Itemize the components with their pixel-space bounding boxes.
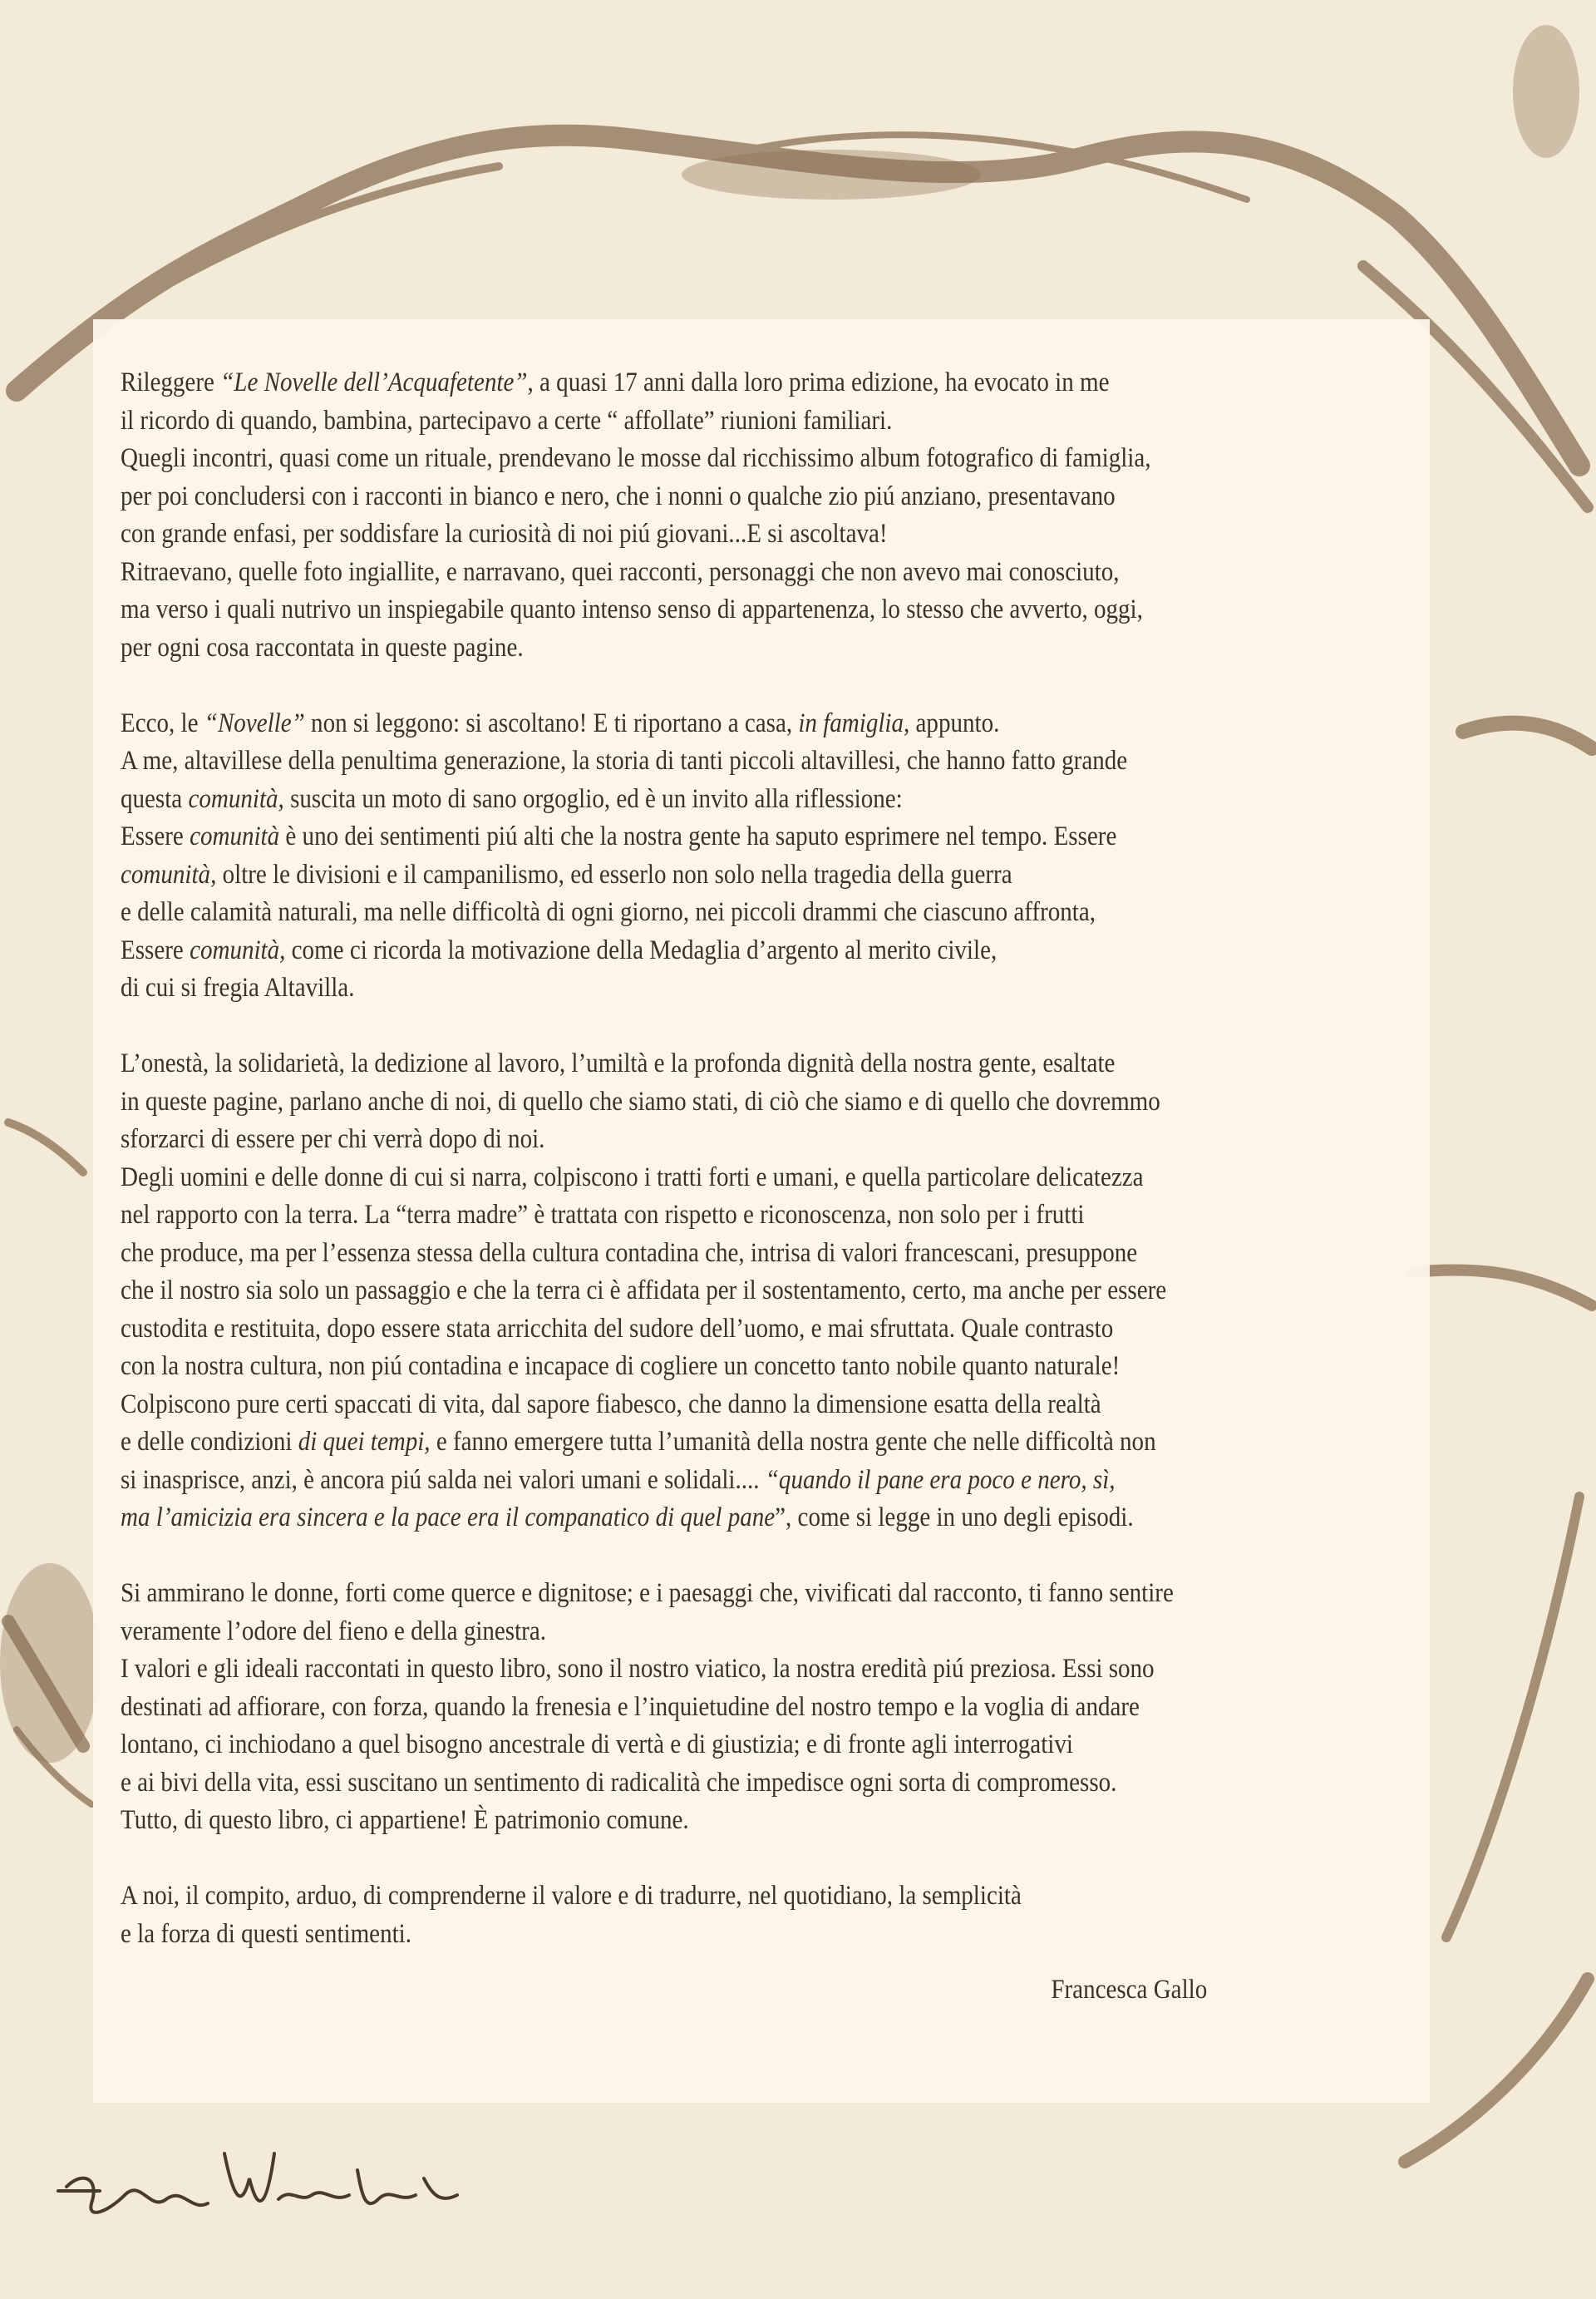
text-segment: Ecco, le	[121, 708, 204, 738]
text-segment: custodita e restituita, dopo essere stata arricchita del sudore dell’uomo, e mai sfruttata. Quale contrasto	[121, 1313, 1114, 1344]
text-segment: sforzarci di essere per chi verrà dopo di noi.	[121, 1124, 545, 1154]
text-segment: nel rapporto con la terra. La “terra madre” è trattata con rispetto e riconoscenza, non solo per i frutti	[121, 1200, 1085, 1230]
handwritten-signature	[50, 2120, 482, 2245]
italic-segment: comunità	[190, 821, 280, 851]
text-line	[121, 629, 1276, 668]
text-line	[121, 591, 1276, 629]
italic-segment: “Novelle”	[204, 708, 305, 738]
text-segment: e ai bivi della vita, essi suscitano un sentimento di radicalità che impedisce ogni sorta di compromesso.	[121, 1767, 1117, 1798]
text-line	[121, 781, 1276, 819]
text-line	[121, 1235, 1276, 1273]
text-line	[121, 1613, 1276, 1651]
text-segment: e delle calamità naturali, ma nelle difficoltà di ogni giorno, nei piccoli drammi che ciascuno affronta,	[121, 897, 1096, 927]
text-segment: appunto.	[909, 708, 1000, 738]
text-line	[121, 1575, 1276, 1613]
text-line	[121, 478, 1276, 516]
italic-segment: comunità,	[121, 859, 217, 890]
text-line	[121, 818, 1276, 856]
text-line	[121, 742, 1276, 781]
text-line	[121, 1310, 1276, 1349]
text-segment: per poi concludersi con i racconti in bianco e nero, che i nonni o qualche zio piú anziano, presentavano	[121, 481, 1116, 511]
text-segment: L’onestà, la solidarietà, la dedizione al lavoro, l’umiltà e la profonda dignità della nostra gente, esaltate	[121, 1048, 1116, 1078]
text-segment: ”, come si legge in uno degli episodi.	[775, 1502, 1134, 1532]
text-segment: suscita un moto di sano orgoglio, ed è un invito alla riflessione:	[283, 783, 903, 814]
text-segment: Rileggere	[121, 368, 221, 397]
text-line	[121, 1083, 1276, 1122]
text-segment: e la forza di questi sentimenti.	[121, 1918, 411, 1949]
text-line	[121, 402, 1276, 441]
text-segment: e fanno emergere tutta l’umanità della nostra gente che nelle difficoltà non	[430, 1427, 1156, 1457]
text-segment: Tutto, di questo libro, ci appartiene! È patrimonio comune.	[121, 1805, 689, 1835]
text-segment: A noi, il compito, arduo, di comprenderne il valore e di tradurre, nel quotidiano, la semplicità	[121, 1881, 1022, 1911]
text-segment: non si leggono: si ascoltano! E ti riportano a casa,	[304, 708, 799, 738]
text-segment: e delle condizioni	[121, 1427, 298, 1457]
text-segment: con grande enfasi, per soddisfare la curiosità di noi piú giovani...E si ascoltava!	[121, 519, 888, 549]
text-segment: veramente l’odore del fieno e della ginestra.	[121, 1616, 547, 1646]
text-line	[121, 856, 1276, 895]
italic-segment: comunità,	[190, 935, 286, 965]
text-line	[121, 1045, 1276, 1083]
text-line	[121, 1159, 1276, 1197]
text-line	[121, 1650, 1276, 1689]
italic-segment: di quei tempi,	[298, 1427, 431, 1457]
paragraph-gap	[121, 1537, 1276, 1576]
text-segment: Degli uomini e delle donne di cui si narra, colpiscono i tratti forti e umani, e quella particolare delicatezza	[121, 1162, 1144, 1192]
text-segment: per ogni cosa raccontata in queste pagine.	[121, 632, 524, 663]
text-segment: in queste pagine, parlano anche di noi, di quello che siamo stati, di ciò che siamo e di quello che dovremmo	[121, 1086, 1160, 1117]
text-line	[121, 1877, 1276, 1916]
document-body	[121, 364, 1276, 2005]
text-line	[121, 1499, 1276, 1537]
text-segment: questa	[121, 783, 189, 814]
text-segment: oltre le divisioni e il campanilismo, ed esserlo non solo nella tragedia della guerra	[216, 859, 1012, 890]
text-line	[121, 364, 1276, 402]
text-segment: Quegli incontri, quasi come un rituale, prendevano le mosse dal ricchissimo album fotografico di famiglia,	[121, 443, 1151, 473]
text-segment: A me, altavillese della penultima generazione, la storia di tanti piccoli altavillesi, che hanno fatto grande	[121, 746, 1128, 776]
italic-segment: in famiglia,	[798, 708, 910, 738]
text-segment: come ci ricorda la motivazione della Medaglia d’argento al merito civile,	[285, 935, 998, 965]
text-line	[121, 1196, 1276, 1235]
italic-segment: ma l’amicizia era sincera e la pace era il companatico di quel pane	[121, 1502, 776, 1532]
text-segment: che il nostro sia solo un passaggio e che la terra ci è affidata per il sostentamento, certo, ma anche per essere	[121, 1275, 1167, 1305]
text-segment: Colpiscono pure certi spaccati di vita, dal sapore fiabesco, che danno la dimensione esatta della realtà	[121, 1389, 1101, 1419]
text-line	[121, 1726, 1276, 1764]
text-line	[121, 1462, 1276, 1500]
text-segment: Essere	[121, 935, 190, 965]
text-segment: che produce, ma per l’essenza stessa della cultura contadina che, intrisa di valori francescani, presuppone	[121, 1237, 1138, 1268]
paragraph-gap	[121, 1008, 1276, 1046]
text-segment: con la nostra cultura, non piú contadina e incapace di cogliere un concetto tanto nobile quanto naturale!	[121, 1351, 1121, 1381]
text-line	[121, 1423, 1276, 1462]
italic-segment: “quando il pane era poco e nero, sì,	[765, 1464, 1116, 1495]
text-segment: destinati ad affiorare, con forza, quando la frenesia e l’inquietudine del nostro tempo e la voglia di andare	[121, 1691, 1140, 1722]
text-segment: si inasprisce, anzi, è ancora piú salda nei valori umani e solidali....	[121, 1464, 766, 1495]
text-line	[121, 516, 1276, 554]
text-segment: I valori e gli ideali raccontati in questo libro, sono il nostro viatico, la nostra eredità piú preziosa. Essi sono	[121, 1654, 1155, 1684]
author-signature: Francesca Gallo	[1051, 1975, 1208, 2005]
text-line	[121, 440, 1276, 478]
paragraph-gap	[121, 1840, 1276, 1878]
text-line	[121, 932, 1276, 970]
italic-segment: “Le Novelle dell’Acquafetente”	[220, 368, 528, 397]
text-segment: , a quasi 17 anni dalla loro prima edizione, ha evocato in me	[527, 368, 1110, 397]
text-line	[121, 1764, 1276, 1803]
text-segment: ma verso i quali nutrivo un inspiegabile quanto intenso senso di appartenenza, lo stesso che avverto, oggi,	[121, 594, 1143, 624]
text-segment: Ritraevano, quelle foto ingiallite, e narravano, quei racconti, personaggi che non avevo mai conosciuto,	[121, 556, 1120, 587]
paragraph-gap	[121, 667, 1276, 705]
text-line	[121, 1802, 1276, 1840]
text-segment: Si ammirano le donne, forti come querce e dignitose; e i paesaggi che, vivificati dal racconto, ti fanno sentire	[121, 1578, 1174, 1608]
text-line	[121, 705, 1276, 743]
text-segment: lontano, ci inchiodano a quel bisogno ancestrale di vertà e di giustizia; e di fronte agli interrogativi	[121, 1729, 1073, 1759]
text-line	[121, 1272, 1276, 1310]
text-segment: di cui si fregia Altavilla.	[121, 973, 355, 1003]
text-line	[121, 1689, 1276, 1727]
text-line	[121, 894, 1276, 932]
italic-segment: comunità,	[188, 783, 284, 814]
text-line	[121, 1348, 1276, 1386]
text-line	[121, 554, 1276, 592]
text-line	[121, 969, 1276, 1008]
text-segment: è uno dei sentimenti piú alti che la nostra gente ha saputo esprimere nel tempo. Essere	[279, 821, 1117, 851]
text-line	[121, 1121, 1276, 1159]
text-segment: Essere	[121, 821, 190, 851]
text-segment: il ricordo di quando, bambina, partecipavo a certe “ affollate” riunioni familiari.	[121, 405, 893, 436]
text-line	[121, 1916, 1276, 1954]
text-line	[121, 1386, 1276, 1424]
